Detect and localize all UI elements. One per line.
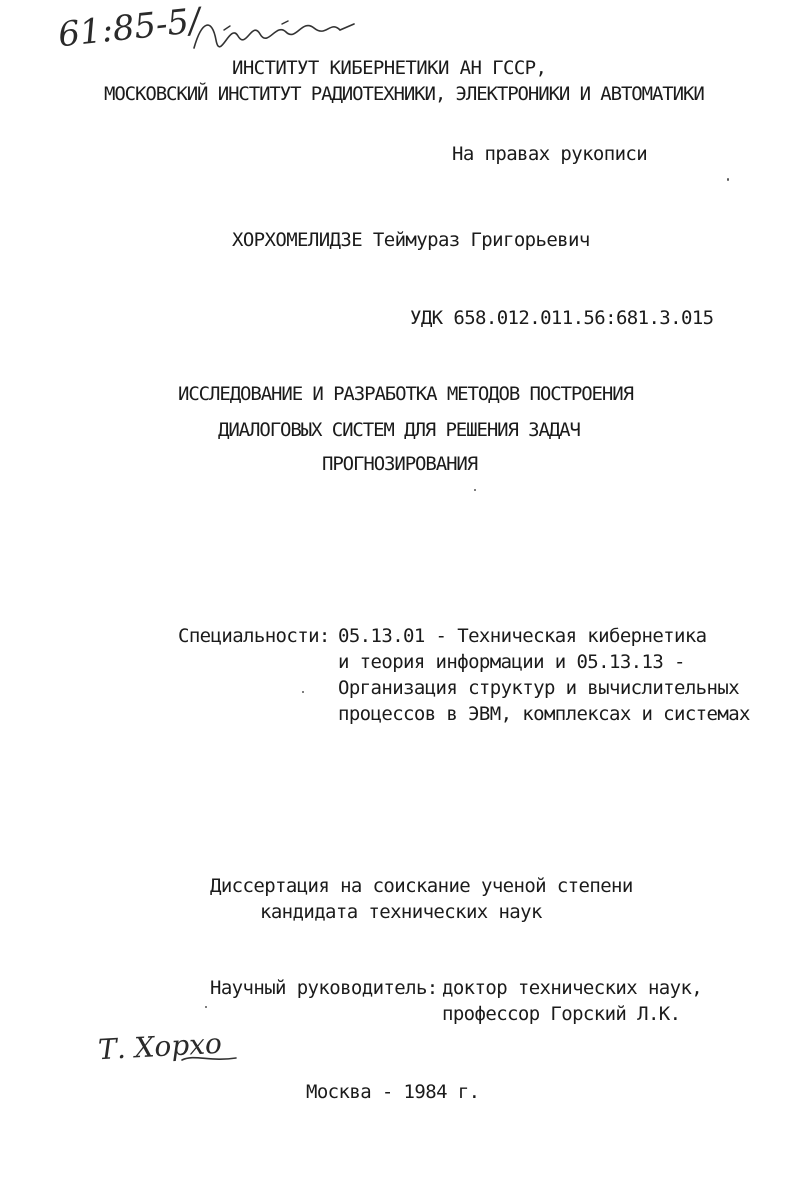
scan-speck: [727, 178, 729, 181]
handwritten-shelfmark: [56, 1, 202, 56]
supervisor-line-1: доктор технических наук,: [442, 977, 703, 999]
title-line-2: ДИАЛОГОВЫХ СИСТЕМ ДЛЯ РЕШЕНИЯ ЗАДАЧ: [218, 419, 580, 441]
rights-note: На правах рукописи: [452, 143, 648, 165]
specialties-line-1: 05.13.01 - Техническая кибернетика: [338, 625, 707, 647]
signature-stroke: [180, 1050, 240, 1070]
institute-line-1: ИНСТИТУТ КИБЕРНЕТИКИ АН ГССР,: [232, 57, 547, 79]
supervisor-label: Научный руководитель:: [210, 977, 438, 999]
supervisor-line-2: профессор Горский Л.К.: [442, 1003, 681, 1025]
scan-speck: [205, 1006, 207, 1008]
shelfmark-text: 61:85-5/: [56, 0, 203, 56]
specialties-line-3: Организация структур и вычислительных: [338, 677, 740, 699]
specialties-line-4: процессов в ЭВМ, комплексах и системах: [338, 703, 750, 725]
institute-line-2: МОСКОВСКИЙ ИНСТИТУТ РАДИОТЕХНИКИ, ЭЛЕКТРОНИКИ И АВТОМАТИКИ: [104, 83, 704, 105]
title-line-1: ИССЛЕДОВАНИЕ И РАЗРАБОТКА МЕТОДОВ ПОСТРОЕНИЯ: [178, 383, 633, 405]
title-line-3: ПРОГНОЗИРОВАНИЯ: [322, 453, 478, 475]
specialties-line-2: и теория информации и 05.13.13 -: [338, 651, 685, 673]
author-name: ХОРХОМЕЛИДЗЕ Теймураз Григорьевич: [232, 229, 590, 251]
handwritten-scribble: [190, 10, 360, 54]
udc-code: УДК 658.012.011.56:681.3.015: [410, 307, 714, 329]
dissertation-line-1: Диссертация на соискание ученой степени: [210, 875, 633, 897]
signature-text: Т. Хорхо: [97, 1026, 223, 1067]
scan-speck: [302, 691, 304, 693]
scan-speck: [474, 489, 476, 491]
specialties-label: Специальности:: [178, 625, 330, 647]
dissertation-line-2: кандидата технических наук: [260, 901, 542, 923]
place-year: Москва - 1984 г.: [306, 1081, 480, 1103]
